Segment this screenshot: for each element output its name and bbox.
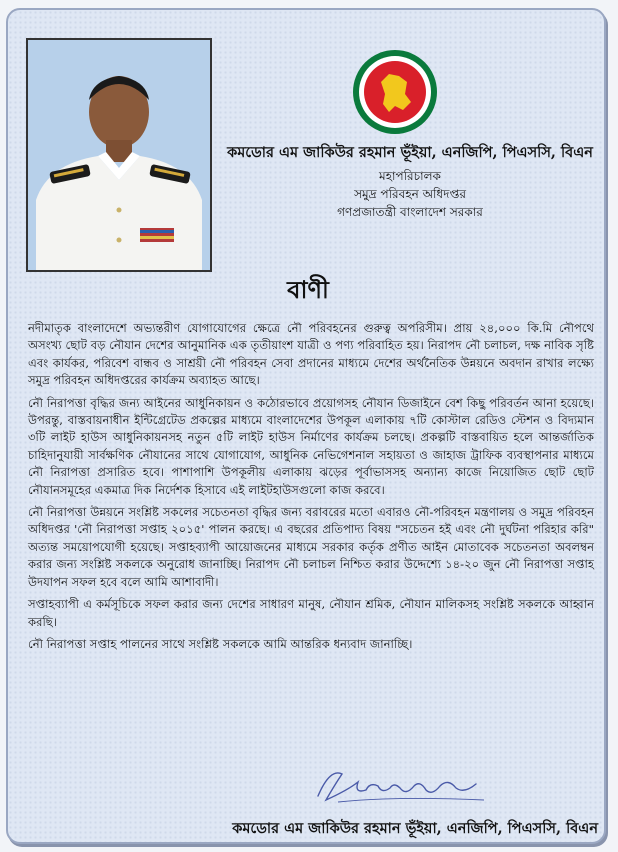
officer-name: কমডোর এম জাকিউর রহমান ভূঁইয়া, এনজিপি, পিএসসি, বিএন (227, 144, 593, 161)
message-paragraph: নৌ নিরাপত্তা বৃদ্ধির জন্য আইনের আধুনিকায়ন ও কঠোরভাবে প্রয়োগসহ নৌযান ডিজাইনে বেশ কিছু পরিবর্তন আনা হয়েছে। উপরন্তু, বাস্তবায়নাধীন ইন্টিগ্রেটেড প্রকল্পের মাধ্যমে বাংলাদেশের উপকূল এলাকায় ৭টি কোস্টাল রেডিও স্টেশন ও বিদ্যমান ৩টি লাইট হাউস আধুনিকায়নসহ নতুন ৫টি লাইট হাউস নির্মাণের কার্যক্রম চলছে। প্রকল্পটি বাস্তবায়িত হলে আন্তর্জাতিক চাহিদানুযায়ী সার্বক্ষণিক নৌযানের সাথে যোগাযোগ, আধুনিক নেভিগেশনাল সহায়তা ও জাহাজ ট্রাফিক ব্যবস্থাপনার মাধ্যমে নৌ নিরাপত্তা প্রসারিত হবে। পাশাপাশি উপকূলীয় এলাকায় ঝড়ের পূর্বাভাসসহ অন্যান্য কাজে নিয়োজিত ছোট ছোট নৌযানসমূহের একমাত্র দিক নির্দেশক হিসাবে এই লাইটহাউসগুলো কাজ করবে। (28, 395, 594, 497)
government-name: গণপ্রজাতন্ত্রী বাংলাদেশ সরকার (337, 205, 483, 219)
department-name: সমুদ্র পরিবহন অধিদপ্তর (354, 187, 466, 201)
signatory-name: কমডোর এম জাকিউর রহমান ভূঁইয়া, এনজিপি, পিএসসি, বিএন (232, 820, 598, 837)
portrait-photo (26, 38, 212, 272)
bangladesh-government-emblem (351, 48, 439, 136)
message-title: বাণী (287, 275, 329, 304)
message-paragraph: সপ্তাহব্যাপী এ কর্মসূচিকে সফল করার জন্য দেশের সাধারণ মানুষ, নৌযান শ্রমিক, নৌযান মালিকসহ সংশ্লিষ্ট সকলকে আহ্বান করছি। (28, 597, 594, 629)
message-body (28, 320, 594, 658)
officer-portrait-image (28, 40, 210, 270)
message-paragraph: নৌ নিরাপত্তা উন্নয়নে সংশ্লিষ্ট সকলের সচেতনতা বৃদ্ধির জন্য বরাবরের মতো এবারও নৌ-পরিবহন মন্ত্রণালয় ও সমুদ্র পরিবহন অধিদপ্তর 'নৌ নিরাপত্তা সপ্তাহ ২০১৫' পালন করছে। এ বছরের প্রতিপাদ্য বিষয় "সচেতন হই এবং নৌ দুর্ঘটনা পরিহার করি" অত্যন্ত সময়োপযোগী হয়েছে। সপ্তাহব্যাপী আয়োজনের মাধ্যমে সরকার কর্তৃক প্রণীত আইন মোতাবেক সচেতনতা অবলম্বন করার জন্য সংশ্লিষ্ট সকলকে অনুরোধ জানাচ্ছি। নিরাপদ নৌ চলাচল নিশ্চিত করার উদ্দেশ্যে ১৪-২০ জুন নৌ নিরাপত্তা সপ্তাহ উদযাপন সফল হবে বলে আমি আশাবাদী। (28, 505, 594, 589)
officer-designation: মহাপরিচালক (379, 169, 441, 183)
message-paragraph: নৌ নিরাপত্তা সপ্তাহ পালনের সাথে সংশ্লিষ্ট সকলকে আমি আন্তরিক ধন্যবাদ জানাচ্ছি। (28, 636, 413, 651)
message-card (6, 8, 606, 844)
handwritten-signature (308, 760, 498, 810)
message-paragraph: নদীমাতৃক বাংলাদেশে অভ্যন্তরীণ যোগাযোগের ক্ষেত্রে নৌ পরিবহনের গুরুত্ব অপরিসীম। প্রায় ২৪,০০০ কি.মি নৌপথে অসংখ্য ছোট বড় নৌযান দেশের আনুমানিক এক তৃতীয়াংশ যাত্রী ও পণ্য পরিবাহিত হয়। নিরাপদ নৌ চলাচল, দক্ষ নাবিক সৃষ্টি এবং কার্যকর, পরিবেশ বান্ধব ও সাশ্রয়ী নৌ পরিবহন সেবা প্রদানের মাধ্যমে দেশের অর্থনৈতিক উন্নয়নে অবদান রাখার লক্ষ্যে সমুদ্র পরিবহন অধিদপ্তরের কার্যক্রম অব্যাহত আছে। (28, 321, 594, 388)
